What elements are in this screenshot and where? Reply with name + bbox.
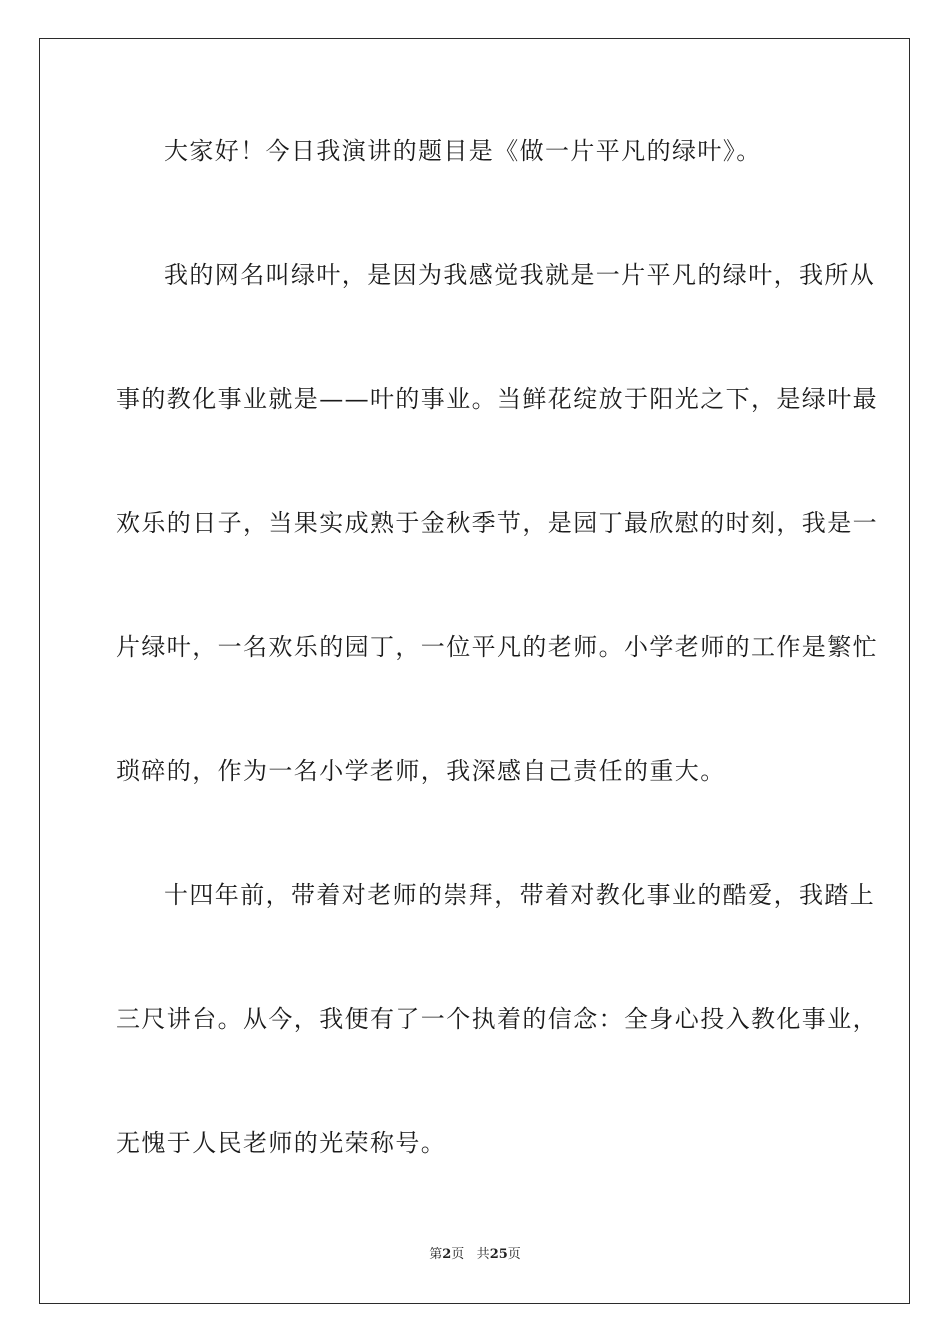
paragraph-2-line-4: 片绿叶，一名欢乐的园丁，一位平凡的老师。小学老师的工作是繁忙 (116, 633, 878, 661)
paragraph-3-line-2: 三尺讲台。从今，我便有了一个执着的信念：全身心投入教化事业， (116, 1005, 878, 1033)
paragraph-2-line-3: 欢乐的日子，当果实成熟于金秋季节，是园丁最欣慰的时刻，我是一 (116, 509, 878, 537)
total-suffix: 页 (507, 1247, 521, 1262)
paragraph-3-line-3: 无愧于人民老师的光荣称号。 (116, 1129, 447, 1157)
paragraph-3-line-1: 十四年前，带着对老师的崇拜，带着对教化事业的酷爱，我踏上 (164, 881, 876, 909)
paragraph-2-line-2: 事的教化事业就是——叶的事业。当鲜花绽放于阳光之下，是绿叶最 (116, 385, 878, 413)
page-prefix: 第 (429, 1247, 443, 1262)
total-pages: 25 (489, 1247, 508, 1262)
page-footer (0, 1246, 950, 1264)
total-prefix: 共 (476, 1247, 490, 1262)
paragraph-2-line-1: 我的网名叫绿叶，是因为我感觉我就是一片平凡的绿叶，我所从 (164, 261, 876, 289)
page-number: 2 (442, 1247, 452, 1262)
page-suffix: 页 (451, 1247, 465, 1262)
page-border (39, 38, 910, 1304)
paragraph-2-line-5: 琐碎的，作为一名小学老师，我深感自己责任的重大。 (116, 757, 726, 785)
paragraph-1-line-1: 大家好！今日我演讲的题目是《做一片平凡的绿叶》。 (164, 137, 762, 165)
